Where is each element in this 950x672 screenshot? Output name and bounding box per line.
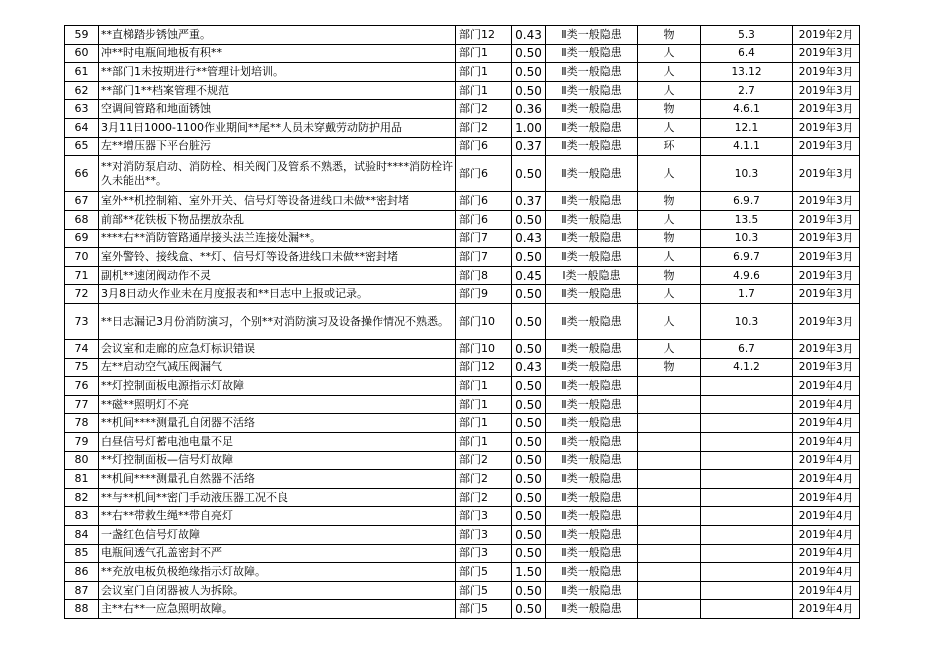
department: 部门1 (456, 377, 512, 396)
report-month: 2019年3月 (793, 303, 860, 339)
clause-number: 4.1.1 (701, 137, 793, 156)
table-row (65, 526, 860, 545)
hazard-level: Ⅱ类一般隐患 (546, 303, 638, 339)
hazard-description: 一盏红色信号灯故障 (99, 526, 456, 545)
row-number: 85 (65, 544, 99, 563)
table-row (65, 451, 860, 470)
clause-number: 13.12 (701, 63, 793, 82)
table-row (65, 266, 860, 285)
score-value: 0.50 (512, 395, 546, 414)
table-row (65, 600, 860, 619)
department: 部门1 (456, 395, 512, 414)
table-row (65, 100, 860, 119)
score-value: 0.50 (512, 488, 546, 507)
hazard-type (638, 395, 701, 414)
hazard-type: 人 (638, 210, 701, 229)
report-month: 2019年3月 (793, 192, 860, 211)
clause-number (701, 488, 793, 507)
row-number: 79 (65, 433, 99, 452)
department: 部门1 (456, 414, 512, 433)
hazard-description: **部门1未按期进行**管理计划培训。 (99, 63, 456, 82)
hazard-description: 白昼信号灯蓄电池电量不足 (99, 433, 456, 452)
score-value: 0.45 (512, 266, 546, 285)
clause-number (701, 470, 793, 489)
hazard-type: 物 (638, 26, 701, 45)
hazard-level: Ⅱ类一般隐患 (546, 544, 638, 563)
row-number: 87 (65, 581, 99, 600)
row-number: 76 (65, 377, 99, 396)
report-month: 2019年3月 (793, 156, 860, 192)
report-month: 2019年4月 (793, 433, 860, 452)
hazard-type (638, 563, 701, 582)
row-number: 75 (65, 358, 99, 377)
hazard-description: **磁**照明灯不亮 (99, 395, 456, 414)
hazard-type (638, 544, 701, 563)
row-number: 72 (65, 285, 99, 304)
score-value: 0.50 (512, 526, 546, 545)
hazard-level: Ⅱ类一般隐患 (546, 470, 638, 489)
row-number: 64 (65, 118, 99, 137)
report-month: 2019年4月 (793, 470, 860, 489)
hazard-level: Ⅱ类一般隐患 (546, 433, 638, 452)
hazard-description: **对消防泵启动、消防栓、相关阀门及管系不熟悉，试验时****消防栓许久未能出**。 (99, 156, 456, 192)
hazard-type: 人 (638, 63, 701, 82)
row-number: 82 (65, 488, 99, 507)
row-number: 70 (65, 248, 99, 267)
table-row (65, 377, 860, 396)
hazard-level: Ⅱ类一般隐患 (546, 600, 638, 619)
report-month: 2019年4月 (793, 600, 860, 619)
report-month: 2019年4月 (793, 377, 860, 396)
department: 部门7 (456, 229, 512, 248)
hazard-type: 物 (638, 229, 701, 248)
row-number: 81 (65, 470, 99, 489)
department: 部门1 (456, 433, 512, 452)
table-row (65, 285, 860, 304)
table-row (65, 303, 860, 339)
hazard-level: Ⅱ类一般隐患 (546, 488, 638, 507)
hazard-description: 左**增压器下平台脏污 (99, 137, 456, 156)
clause-number: 4.9.6 (701, 266, 793, 285)
clause-number: 2.7 (701, 81, 793, 100)
clause-number: 12.1 (701, 118, 793, 137)
row-number: 74 (65, 340, 99, 359)
hazard-level: Ⅱ类一般隐患 (546, 81, 638, 100)
hazard-type: 物 (638, 266, 701, 285)
hazard-type (638, 507, 701, 526)
department: 部门12 (456, 26, 512, 45)
hazard-description: 左**启动空气减压阀漏气 (99, 358, 456, 377)
hazard-description: ****右**消防管路通岸接头法兰连接处漏**。 (99, 229, 456, 248)
score-value: 0.43 (512, 229, 546, 248)
score-value: 0.50 (512, 600, 546, 619)
report-month: 2019年3月 (793, 358, 860, 377)
hazard-level: Ⅱ类一般隐患 (546, 526, 638, 545)
hazard-description: **灯控制面板电源指示灯故障 (99, 377, 456, 396)
hazard-type (638, 600, 701, 619)
hazard-description: **右**带救生绳**带自亮灯 (99, 507, 456, 526)
clause-number (701, 526, 793, 545)
report-month: 2019年4月 (793, 526, 860, 545)
score-value: 0.50 (512, 414, 546, 433)
department: 部门3 (456, 544, 512, 563)
clause-number: 6.7 (701, 340, 793, 359)
hazard-type: 人 (638, 156, 701, 192)
hazard-description: **机间****测量孔自然器不活络 (99, 470, 456, 489)
score-value: 1.00 (512, 118, 546, 137)
department: 部门9 (456, 285, 512, 304)
hazard-level: Ⅱ类一般隐患 (546, 563, 638, 582)
score-value: 0.50 (512, 377, 546, 396)
hazard-level: Ⅱ类一般隐患 (546, 118, 638, 137)
clause-number (701, 544, 793, 563)
row-number: 61 (65, 63, 99, 82)
score-value: 0.50 (512, 581, 546, 600)
row-number: 60 (65, 44, 99, 63)
report-month: 2019年3月 (793, 137, 860, 156)
hazard-description: **充放电板负极绝缘指示灯故障。 (99, 563, 456, 582)
hazard-type: 人 (638, 81, 701, 100)
report-month: 2019年3月 (793, 285, 860, 304)
department: 部门2 (456, 100, 512, 119)
report-month: 2019年3月 (793, 340, 860, 359)
clause-number (701, 414, 793, 433)
clause-number: 6.9.7 (701, 192, 793, 211)
report-month: 2019年3月 (793, 118, 860, 137)
report-month: 2019年3月 (793, 210, 860, 229)
department: 部门2 (456, 488, 512, 507)
hazard-description: **机间****测量孔自闭器不活络 (99, 414, 456, 433)
score-value: 1.50 (512, 563, 546, 582)
score-value: 0.50 (512, 340, 546, 359)
table-row (65, 414, 860, 433)
row-number: 67 (65, 192, 99, 211)
hazard-description: **灯控制面板—信号灯故障 (99, 451, 456, 470)
report-month: 2019年4月 (793, 414, 860, 433)
hazard-description: 会议室门自闭器被人为拆除。 (99, 581, 456, 600)
row-number: 62 (65, 81, 99, 100)
department: 部门6 (456, 137, 512, 156)
table-row (65, 81, 860, 100)
hazard-level: Ⅱ类一般隐患 (546, 340, 638, 359)
score-value: 0.50 (512, 63, 546, 82)
report-month: 2019年3月 (793, 100, 860, 119)
hazard-type (638, 433, 701, 452)
clause-number: 10.3 (701, 156, 793, 192)
hazard-type: 物 (638, 192, 701, 211)
hazard-description: 主**右**一应急照明故障。 (99, 600, 456, 619)
report-month: 2019年2月 (793, 26, 860, 45)
table-row (65, 156, 860, 192)
hazard-level: Ⅱ类一般隐患 (546, 100, 638, 119)
report-month: 2019年4月 (793, 488, 860, 507)
clause-number: 6.4 (701, 44, 793, 63)
department: 部门6 (456, 156, 512, 192)
hazard-type (638, 581, 701, 600)
clause-number (701, 563, 793, 582)
report-month: 2019年4月 (793, 544, 860, 563)
hazard-type (638, 488, 701, 507)
table-row (65, 358, 860, 377)
department: 部门1 (456, 44, 512, 63)
department: 部门5 (456, 581, 512, 600)
hazard-description: 室外警铃、接线盒、**灯、信号灯等设备进线口未做**密封堵 (99, 248, 456, 267)
report-month: 2019年3月 (793, 63, 860, 82)
hazard-description: **与**机间**密门手动液压器工况不良 (99, 488, 456, 507)
report-month: 2019年3月 (793, 44, 860, 63)
clause-number: 1.7 (701, 285, 793, 304)
report-month: 2019年3月 (793, 229, 860, 248)
score-value: 0.50 (512, 81, 546, 100)
row-number: 88 (65, 600, 99, 619)
hazard-level: Ⅱ类一般隐患 (546, 414, 638, 433)
department: 部门10 (456, 303, 512, 339)
department: 部门10 (456, 340, 512, 359)
table-row (65, 63, 860, 82)
row-number: 69 (65, 229, 99, 248)
clause-number: 4.1.2 (701, 358, 793, 377)
table-row (65, 137, 860, 156)
department: 部门12 (456, 358, 512, 377)
score-value: 0.50 (512, 544, 546, 563)
report-month: 2019年4月 (793, 507, 860, 526)
table-row (65, 507, 860, 526)
table-row (65, 229, 860, 248)
score-value: 0.50 (512, 433, 546, 452)
hazard-level: Ⅱ类一般隐患 (546, 26, 638, 45)
hazard-description: 3月11日1000-1100作业期间**尾**人员未穿戴劳动防护用品 (99, 118, 456, 137)
report-month: 2019年4月 (793, 563, 860, 582)
hazard-level: Ⅱ类一般隐患 (546, 395, 638, 414)
score-value: 0.50 (512, 248, 546, 267)
row-number: 84 (65, 526, 99, 545)
department: 部门5 (456, 600, 512, 619)
clause-number (701, 581, 793, 600)
score-value: 0.37 (512, 137, 546, 156)
table-row (65, 544, 860, 563)
hazard-level: Ⅱ类一般隐患 (546, 377, 638, 396)
department: 部门6 (456, 192, 512, 211)
table-row (65, 248, 860, 267)
table-row (65, 470, 860, 489)
hazard-level: Ⅱ类一般隐患 (546, 248, 638, 267)
clause-number: 10.3 (701, 229, 793, 248)
hazard-level: Ⅱ类一般隐患 (546, 44, 638, 63)
hazard-level: Ⅱ类一般隐患 (546, 137, 638, 156)
hazard-type: 物 (638, 358, 701, 377)
department: 部门7 (456, 248, 512, 267)
hazard-type: 人 (638, 118, 701, 137)
row-number: 86 (65, 563, 99, 582)
table-row (65, 433, 860, 452)
clause-number (701, 395, 793, 414)
department: 部门3 (456, 526, 512, 545)
clause-number (701, 507, 793, 526)
clause-number: 10.3 (701, 303, 793, 339)
clause-number (701, 600, 793, 619)
hazard-type (638, 526, 701, 545)
score-value: 0.43 (512, 358, 546, 377)
hazard-level: Ⅱ类一般隐患 (546, 507, 638, 526)
row-number: 78 (65, 414, 99, 433)
hazard-description: **日志漏记3月份消防演习，个别**对消防演习及设备操作情况不熟悉。 (99, 303, 456, 339)
table-row (65, 118, 860, 137)
table-row (65, 581, 860, 600)
hazard-type: 人 (638, 248, 701, 267)
department: 部门2 (456, 451, 512, 470)
table-body (65, 26, 860, 619)
clause-number (701, 451, 793, 470)
department: 部门3 (456, 507, 512, 526)
table-row (65, 395, 860, 414)
hazard-level: Ⅱ类一般隐患 (546, 285, 638, 304)
hazard-description: 3月8日动火作业未在月度报表和**日志中上报或记录。 (99, 285, 456, 304)
row-number: 71 (65, 266, 99, 285)
table-row (65, 488, 860, 507)
clause-number (701, 433, 793, 452)
hazard-description: **部门1**档案管理不规范 (99, 81, 456, 100)
hazard-description: 空调间管路和地面锈蚀 (99, 100, 456, 119)
score-value: 0.36 (512, 100, 546, 119)
score-value: 0.43 (512, 26, 546, 45)
row-number: 63 (65, 100, 99, 119)
score-value: 0.50 (512, 156, 546, 192)
hazard-description: 电瓶间透气孔盖密封不严 (99, 544, 456, 563)
hazard-description: 室外**机控制箱、室外开关、信号灯等设备进线口未做**密封堵 (99, 192, 456, 211)
hazard-description: **直梯踏步锈蚀严重。 (99, 26, 456, 45)
hazard-type: 人 (638, 303, 701, 339)
hazard-type: 人 (638, 340, 701, 359)
hazard-level: Ⅱ类一般隐患 (546, 210, 638, 229)
hazard-description: 前部**花铁板下物品摆放杂乱 (99, 210, 456, 229)
hazard-level: Ⅱ类一般隐患 (546, 581, 638, 600)
department: 部门1 (456, 63, 512, 82)
clause-number: 13.5 (701, 210, 793, 229)
row-number: 83 (65, 507, 99, 526)
department: 部门8 (456, 266, 512, 285)
table-row (65, 340, 860, 359)
score-value: 0.50 (512, 507, 546, 526)
row-number: 68 (65, 210, 99, 229)
table-row (65, 44, 860, 63)
clause-number: 4.6.1 (701, 100, 793, 119)
report-month: 2019年4月 (793, 451, 860, 470)
hazard-type: 物 (638, 100, 701, 119)
row-number: 65 (65, 137, 99, 156)
hazard-level: Ⅱ类一般隐患 (546, 358, 638, 377)
department: 部门5 (456, 563, 512, 582)
score-value: 0.50 (512, 210, 546, 229)
score-value: 0.50 (512, 470, 546, 489)
department: 部门1 (456, 81, 512, 100)
hazard-level: Ⅱ类一般隐患 (546, 451, 638, 470)
table-row (65, 192, 860, 211)
hazard-type (638, 470, 701, 489)
row-number: 73 (65, 303, 99, 339)
report-month: 2019年3月 (793, 81, 860, 100)
row-number: 59 (65, 26, 99, 45)
row-number: 66 (65, 156, 99, 192)
hazard-type: 环 (638, 137, 701, 156)
hazard-type: 人 (638, 44, 701, 63)
clause-number: 6.9.7 (701, 248, 793, 267)
hazard-table (64, 25, 860, 619)
score-value: 0.50 (512, 285, 546, 304)
hazard-level: Ⅱ类一般隐患 (546, 63, 638, 82)
clause-number: 5.3 (701, 26, 793, 45)
report-month: 2019年3月 (793, 266, 860, 285)
score-value: 0.50 (512, 44, 546, 63)
score-value: 0.50 (512, 303, 546, 339)
department: 部门2 (456, 118, 512, 137)
hazard-level: Ⅱ类一般隐患 (546, 192, 638, 211)
hazard-level: Ⅱ类一般隐患 (546, 229, 638, 248)
score-value: 0.37 (512, 192, 546, 211)
hazard-type (638, 377, 701, 396)
hazard-description: 会议室和走廊的应急灯标识错误 (99, 340, 456, 359)
table-row (65, 563, 860, 582)
hazard-level: Ⅱ类一般隐患 (546, 156, 638, 192)
hazard-level: Ⅰ类一般隐患 (546, 266, 638, 285)
hazard-description: 冲**时电瓶间地板有积** (99, 44, 456, 63)
department: 部门6 (456, 210, 512, 229)
hazard-type (638, 451, 701, 470)
department: 部门2 (456, 470, 512, 489)
clause-number (701, 377, 793, 396)
report-month: 2019年3月 (793, 248, 860, 267)
row-number: 80 (65, 451, 99, 470)
table-row (65, 210, 860, 229)
report-month: 2019年4月 (793, 581, 860, 600)
score-value: 0.50 (512, 451, 546, 470)
row-number: 77 (65, 395, 99, 414)
report-month: 2019年4月 (793, 395, 860, 414)
hazard-type (638, 414, 701, 433)
table-row (65, 26, 860, 45)
hazard-type: 人 (638, 285, 701, 304)
hazard-description: 副机**速闭阀动作不灵 (99, 266, 456, 285)
